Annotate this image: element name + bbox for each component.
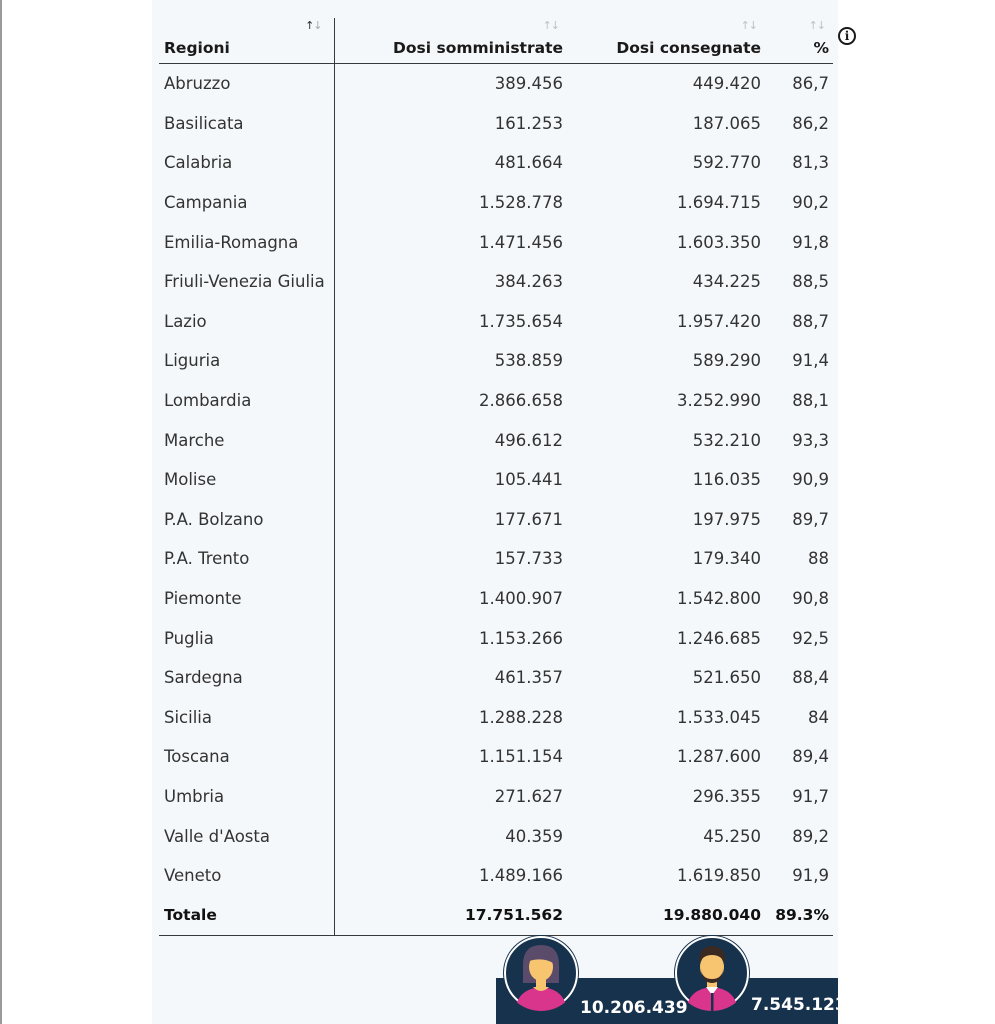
table-row bbox=[159, 658, 833, 698]
table-row bbox=[159, 381, 833, 421]
dosi-somministrate-cell: 40.359 bbox=[505, 826, 563, 846]
dosi-consegnate-cell: 1.694.715 bbox=[677, 193, 761, 213]
region-cell: Emilia-Romagna bbox=[159, 222, 334, 262]
dosi-somministrate-cell: 481.664 bbox=[494, 153, 563, 173]
table-row bbox=[159, 500, 833, 540]
region-cell: Sardegna bbox=[159, 658, 334, 698]
table-row bbox=[159, 262, 833, 302]
region-cell: Basilicata bbox=[159, 104, 334, 144]
table-row bbox=[159, 341, 833, 381]
dosi-consegnate-cell: 1.246.685 bbox=[677, 628, 761, 648]
column-header-regioni[interactable] bbox=[159, 18, 334, 64]
dosi-somministrate-cell: 161.253 bbox=[494, 113, 563, 133]
percent-cell: 88,5 bbox=[792, 272, 829, 292]
percent-cell: 88,1 bbox=[792, 391, 829, 411]
sort-arrows-icon[interactable]: ↑↓ bbox=[740, 19, 757, 32]
total-label: Totale bbox=[159, 895, 334, 935]
percent-cell: 91,7 bbox=[792, 786, 829, 806]
dosi-consegnate-cell: 187.065 bbox=[692, 113, 761, 133]
region-cell: Lombardia bbox=[159, 381, 334, 421]
region-cell: Veneto bbox=[159, 856, 334, 896]
dosi-consegnate-cell: 589.290 bbox=[692, 351, 761, 371]
table-row bbox=[159, 64, 833, 104]
region-cell: Puglia bbox=[159, 618, 334, 658]
region-cell: Piemonte bbox=[159, 579, 334, 619]
region-cell: Friuli-Venezia Giulia bbox=[159, 262, 334, 302]
male-vaccinated-count: 7.545.123 bbox=[751, 995, 847, 1015]
dosi-somministrate-cell: 1.735.654 bbox=[479, 311, 563, 331]
page-background-right bbox=[838, 978, 995, 1024]
percent-cell: 89,7 bbox=[792, 509, 829, 529]
column-header-dosi-consegnate[interactable] bbox=[569, 18, 767, 64]
dosi-somministrate-cell: 271.627 bbox=[494, 786, 563, 806]
dosi-consegnate-cell: 45.250 bbox=[703, 826, 761, 846]
percent-cell: 86,7 bbox=[792, 74, 829, 94]
dosi-consegnate-cell: 1.603.350 bbox=[677, 232, 761, 252]
region-cell: Marche bbox=[159, 420, 334, 460]
total-dosi-consegnate: 19.880.040 bbox=[569, 895, 767, 935]
column-label-dosi-somministrate: Dosi somministrate bbox=[393, 39, 563, 57]
table-row bbox=[159, 302, 833, 342]
dosi-somministrate-cell: 1.528.778 bbox=[479, 193, 563, 213]
table-row bbox=[159, 618, 833, 658]
vaccine-table-container bbox=[159, 18, 833, 936]
dosi-somministrate-cell: 1.471.456 bbox=[479, 232, 563, 252]
dosi-consegnate-cell: 1.619.850 bbox=[677, 866, 761, 886]
dosi-consegnate-cell: 3.252.990 bbox=[677, 391, 761, 411]
percent-cell: 88,7 bbox=[792, 311, 829, 331]
female-vaccinated-count: 10.206.439 bbox=[580, 998, 688, 1018]
dosi-somministrate-cell: 157.733 bbox=[494, 549, 563, 569]
dosi-somministrate-cell: 105.441 bbox=[494, 470, 563, 490]
dosi-somministrate-cell: 2.866.658 bbox=[479, 391, 563, 411]
dosi-consegnate-cell: 592.770 bbox=[692, 153, 761, 173]
table-row bbox=[159, 183, 833, 223]
dosi-consegnate-cell: 521.650 bbox=[692, 668, 761, 688]
table-row bbox=[159, 420, 833, 460]
percent-cell: 90,8 bbox=[792, 589, 829, 609]
region-cell: Liguria bbox=[159, 341, 334, 381]
dosi-somministrate-cell: 496.612 bbox=[494, 430, 563, 450]
region-cell: Campania bbox=[159, 183, 334, 223]
female-avatar-icon bbox=[503, 935, 579, 1011]
dosi-consegnate-cell: 1.957.420 bbox=[677, 311, 761, 331]
table-row bbox=[159, 143, 833, 183]
table-row bbox=[159, 539, 833, 579]
dosi-somministrate-cell: 1.151.154 bbox=[479, 747, 563, 767]
region-cell: P.A. Bolzano bbox=[159, 500, 334, 540]
table-header-row bbox=[159, 18, 833, 64]
content-panel bbox=[152, 0, 838, 1024]
region-cell: P.A. Trento bbox=[159, 539, 334, 579]
column-header-dosi-somministrate[interactable] bbox=[334, 18, 569, 64]
column-label-dosi-consegnate: Dosi consegnate bbox=[616, 39, 761, 57]
percent-cell: 88 bbox=[808, 549, 829, 569]
dosi-somministrate-cell: 1.153.266 bbox=[479, 628, 563, 648]
table-row bbox=[159, 777, 833, 817]
region-cell: Lazio bbox=[159, 302, 334, 342]
table-row bbox=[159, 460, 833, 500]
column-label-regioni: Regioni bbox=[164, 39, 230, 57]
region-cell: Toscana bbox=[159, 737, 334, 777]
sort-arrows-icon[interactable]: ↑↓ bbox=[808, 19, 825, 32]
percent-cell: 88,4 bbox=[792, 668, 829, 688]
percent-cell: 90,9 bbox=[792, 470, 829, 490]
female-avatar-graphic bbox=[503, 935, 579, 1011]
dosi-somministrate-cell: 1.400.907 bbox=[479, 589, 563, 609]
percent-cell: 91,4 bbox=[792, 351, 829, 371]
dosi-somministrate-cell: 384.263 bbox=[494, 272, 563, 292]
dosi-consegnate-cell: 449.420 bbox=[692, 74, 761, 94]
info-icon-glyph: i bbox=[844, 29, 850, 43]
percent-cell: 89,4 bbox=[792, 747, 829, 767]
dosi-consegnate-cell: 434.225 bbox=[692, 272, 761, 292]
percent-cell: 91,9 bbox=[792, 866, 829, 886]
total-percent: 89.3% bbox=[767, 895, 833, 935]
table-row bbox=[159, 579, 833, 619]
percent-cell: 84 bbox=[808, 707, 829, 727]
table-body bbox=[159, 64, 833, 936]
table-row bbox=[159, 856, 833, 896]
dosi-consegnate-cell: 179.340 bbox=[692, 549, 761, 569]
dosi-consegnate-cell: 1.287.600 bbox=[677, 747, 761, 767]
percent-cell: 81,3 bbox=[792, 153, 829, 173]
vaccine-doses-table bbox=[159, 18, 833, 936]
info-icon[interactable] bbox=[838, 27, 856, 45]
dosi-consegnate-cell: 532.210 bbox=[692, 430, 761, 450]
region-cell: Molise bbox=[159, 460, 334, 500]
dosi-somministrate-cell: 177.671 bbox=[494, 509, 563, 529]
table-row bbox=[159, 222, 833, 262]
percent-cell: 86,2 bbox=[792, 113, 829, 133]
dosi-consegnate-cell: 296.355 bbox=[692, 786, 761, 806]
region-cell: Valle d'Aosta bbox=[159, 816, 334, 856]
sort-arrows-icon[interactable]: ↑↓ bbox=[542, 19, 559, 32]
percent-cell: 92,5 bbox=[792, 628, 829, 648]
dosi-consegnate-cell: 197.975 bbox=[692, 509, 761, 529]
region-cell: Calabria bbox=[159, 143, 334, 183]
table-row bbox=[159, 104, 833, 144]
region-cell: Umbria bbox=[159, 777, 334, 817]
window-left-edge bbox=[0, 0, 2, 1024]
column-header-percent[interactable] bbox=[767, 18, 833, 64]
dosi-consegnate-cell: 1.542.800 bbox=[677, 589, 761, 609]
percent-cell: 93,3 bbox=[792, 430, 829, 450]
table-row bbox=[159, 737, 833, 777]
dosi-somministrate-cell: 1.288.228 bbox=[479, 707, 563, 727]
percent-cell: 91,8 bbox=[792, 232, 829, 252]
percent-cell: 89,2 bbox=[792, 826, 829, 846]
column-label-percent: % bbox=[813, 39, 829, 57]
percent-cell: 90,2 bbox=[792, 193, 829, 213]
table-row bbox=[159, 816, 833, 856]
dosi-somministrate-cell: 389.456 bbox=[494, 74, 563, 94]
dosi-somministrate-cell: 1.489.166 bbox=[479, 866, 563, 886]
dosi-somministrate-cell: 538.859 bbox=[494, 351, 563, 371]
table-row bbox=[159, 698, 833, 738]
total-dosi-somministrate: 17.751.562 bbox=[334, 895, 569, 935]
table-total-row bbox=[159, 895, 833, 935]
dosi-somministrate-cell: 461.357 bbox=[494, 668, 563, 688]
region-cell: Sicilia bbox=[159, 698, 334, 738]
sort-arrows-icon[interactable]: ↑↓ bbox=[305, 19, 322, 32]
dosi-consegnate-cell: 116.035 bbox=[692, 470, 761, 490]
dosi-consegnate-cell: 1.533.045 bbox=[677, 707, 761, 727]
region-cell: Abruzzo bbox=[159, 64, 334, 104]
